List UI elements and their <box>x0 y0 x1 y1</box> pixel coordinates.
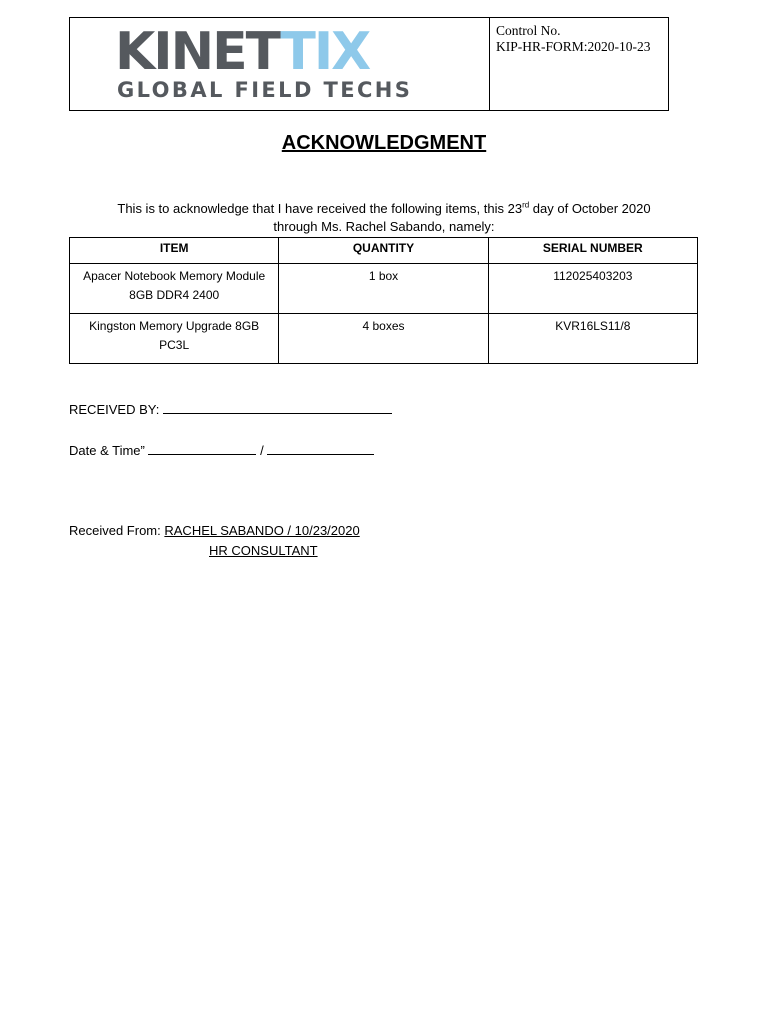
intro-superscript: rd <box>522 200 530 210</box>
received-by-line <box>69 401 392 417</box>
cell-quantity: 1 box <box>279 264 488 314</box>
cell-serial-number: KVR16LS11/8 <box>488 314 697 364</box>
received-by-blank[interactable] <box>163 401 392 414</box>
date-blank[interactable] <box>148 442 256 455</box>
logo-tagline: GLOBAL FIELD TECHS <box>117 78 413 102</box>
document-title: ACKNOWLEDGMENT <box>281 132 487 154</box>
table-header-row <box>70 238 698 264</box>
table-row <box>70 314 698 364</box>
date-time-label: Date & Time” <box>69 443 145 458</box>
cell-item: Apacer Notebook Memory Module 8GB DDR4 2400 <box>70 264 279 314</box>
intro-paragraph <box>69 200 699 236</box>
cell-serial-number: 112025403203 <box>488 264 697 314</box>
date-time-line <box>69 442 374 458</box>
header-item: ITEM <box>70 238 279 264</box>
header-quantity: QUANTITY <box>279 238 488 264</box>
cell-quantity: 4 boxes <box>279 314 488 364</box>
received-from-label: Received From: <box>69 523 161 538</box>
received-from-position: HR CONSULTANT <box>209 543 318 558</box>
cell-item: Kingston Memory Upgrade 8GB PC3L <box>70 314 279 364</box>
logo-wordmark-light: TIX <box>280 22 370 82</box>
intro-text-part2: day of October 2020 <box>529 201 651 216</box>
logo-wordmark <box>115 22 370 82</box>
header-box <box>69 17 669 111</box>
time-blank[interactable] <box>267 442 374 455</box>
header-serial-number: SERIAL NUMBER <box>488 238 697 264</box>
date-time-separator: / <box>260 443 264 458</box>
company-logo <box>70 18 490 110</box>
received-by-label: RECEIVED BY: <box>69 402 160 417</box>
received-from-value: RACHEL SABANDO / 10/23/2020 <box>164 523 360 538</box>
received-from-line <box>69 523 360 538</box>
control-number-value: KIP-HR-FORM:2020-10-23 <box>496 39 651 54</box>
table-row <box>70 264 698 314</box>
logo-wordmark-dark: KINET <box>115 22 281 82</box>
control-number-label: Control No. <box>496 23 561 38</box>
control-number-cell <box>490 18 668 110</box>
intro-text-line2: through Ms. Rachel Sabando, namely: <box>273 219 495 234</box>
items-table <box>69 237 698 364</box>
intro-text-part1: This is to acknowledge that I have received the following items, this 23 <box>117 201 523 216</box>
